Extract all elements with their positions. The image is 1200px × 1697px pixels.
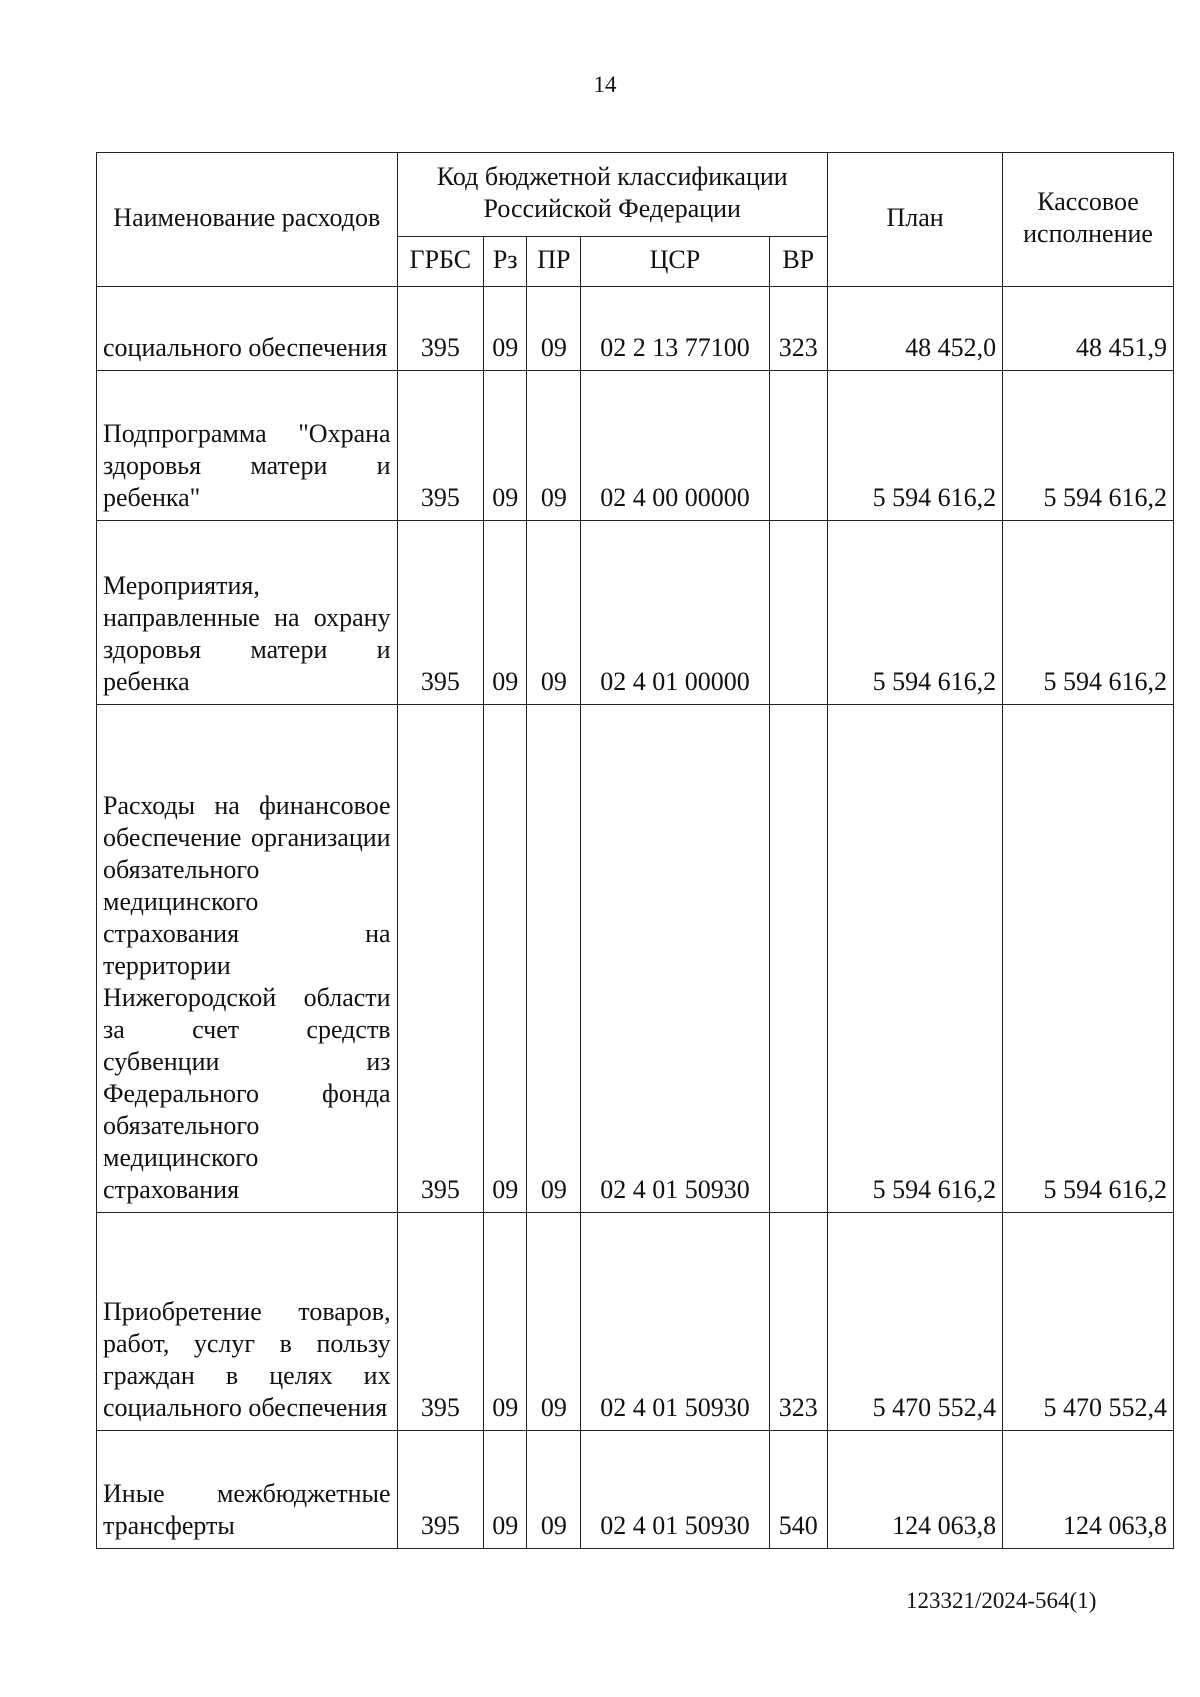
header-vr: ВР xyxy=(769,237,827,287)
row-execution: 5 594 616,2 xyxy=(1003,371,1174,521)
row-execution: 124 063,8 xyxy=(1003,1431,1174,1549)
row-grbs: 395 xyxy=(397,521,484,705)
row-name: Расходы на финансовое обеспечение организации обязательного медицинского страхования на территории Нижегородской области за счет средств субвенции из Федерального фонда обязательного медицинского страхования xyxy=(97,705,398,1213)
row-vr: 540 xyxy=(769,1431,827,1549)
document-number: 123321/2024-564(1) xyxy=(906,1588,1097,1613)
row-plan: 5 594 616,2 xyxy=(827,705,1002,1213)
row-execution: 5 594 616,2 xyxy=(1003,521,1174,705)
table-row xyxy=(97,705,1174,1213)
header-name: Наименование расходов xyxy=(97,153,398,287)
row-vr xyxy=(769,371,827,521)
row-csr: 02 4 01 50930 xyxy=(581,705,769,1213)
row-rz: 09 xyxy=(484,705,527,1213)
row-pr: 09 xyxy=(527,371,581,521)
header-plan: План xyxy=(827,153,1002,287)
row-plan: 5 594 616,2 xyxy=(827,371,1002,521)
row-execution: 5 594 616,2 xyxy=(1003,705,1174,1213)
row-name: социального обеспечения xyxy=(97,287,398,371)
budget-expenses-table xyxy=(96,152,1174,1549)
row-grbs: 395 xyxy=(397,287,484,371)
header-pr: ПР xyxy=(527,237,581,287)
row-csr: 02 4 01 50930 xyxy=(581,1431,769,1549)
row-execution: 48 451,9 xyxy=(1003,287,1174,371)
row-csr: 02 2 13 77100 xyxy=(581,287,769,371)
row-name: Мероприятия, направленные на охрану здоровья матери и ребенка xyxy=(97,521,398,705)
header-csr: ЦСР xyxy=(581,237,769,287)
row-execution: 5 470 552,4 xyxy=(1003,1213,1174,1431)
row-rz: 09 xyxy=(484,371,527,521)
row-plan: 5 594 616,2 xyxy=(827,521,1002,705)
table-row xyxy=(97,1431,1174,1549)
row-grbs: 395 xyxy=(397,371,484,521)
row-rz: 09 xyxy=(484,521,527,705)
table-row xyxy=(97,1213,1174,1431)
table-row xyxy=(97,521,1174,705)
row-vr: 323 xyxy=(769,287,827,371)
row-pr: 09 xyxy=(527,287,581,371)
row-csr: 02 4 01 00000 xyxy=(581,521,769,705)
row-vr xyxy=(769,521,827,705)
header-grbs: ГРБС xyxy=(397,237,484,287)
header-classification-code: Код бюджетной классификации Российской Федерации xyxy=(397,153,827,237)
row-rz: 09 xyxy=(484,1213,527,1431)
row-pr: 09 xyxy=(527,1431,581,1549)
page-number: 14 xyxy=(593,72,617,97)
row-rz: 09 xyxy=(484,1431,527,1549)
table-row xyxy=(97,371,1174,521)
row-name: Иные межбюджетные трансферты xyxy=(97,1431,398,1549)
row-plan: 5 470 552,4 xyxy=(827,1213,1002,1431)
row-pr: 09 xyxy=(527,1213,581,1431)
row-rz: 09 xyxy=(484,287,527,371)
row-plan: 124 063,8 xyxy=(827,1431,1002,1549)
row-grbs: 395 xyxy=(397,1431,484,1549)
header-rz: Рз xyxy=(484,237,527,287)
row-grbs: 395 xyxy=(397,705,484,1213)
row-vr xyxy=(769,705,827,1213)
row-pr: 09 xyxy=(527,705,581,1213)
row-grbs: 395 xyxy=(397,1213,484,1431)
row-name: Подпрограмма "Охрана здоровья матери и ребенка" xyxy=(97,371,398,521)
row-pr: 09 xyxy=(527,521,581,705)
table-row xyxy=(97,287,1174,371)
row-name: Приобретение товаров, работ, услуг в пользу граждан в целях их социального обеспечения xyxy=(97,1213,398,1431)
row-csr: 02 4 00 00000 xyxy=(581,371,769,521)
row-vr: 323 xyxy=(769,1213,827,1431)
header-cash-execution: Кассовое исполнение xyxy=(1003,153,1174,287)
row-plan: 48 452,0 xyxy=(827,287,1002,371)
row-csr: 02 4 01 50930 xyxy=(581,1213,769,1431)
